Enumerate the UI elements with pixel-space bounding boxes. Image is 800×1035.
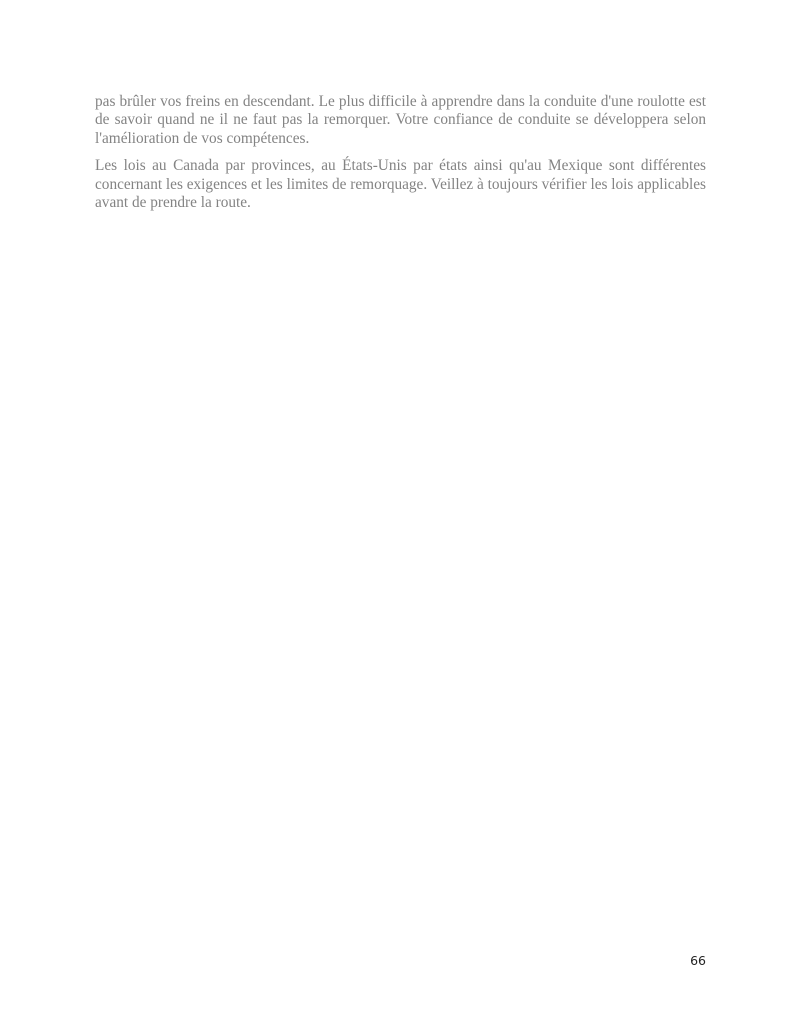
paragraph-2: Les lois au Canada par provinces, au États-Unis par états ainsi qu'au Mexique sont différentes concernant les exigences et les limites de remorquage. Veillez à toujours vérifier les lois applicables avant de prendre la route.	[95, 157, 706, 212]
body-text	[95, 93, 706, 221]
page-number: 66	[690, 953, 706, 968]
paragraph-1: pas brûler vos freins en descendant. Le plus difficile à apprendre dans la conduite d'une roulotte est de savoir quand ne il ne faut pas la remorquer. Votre confiance de conduite se développera selon l'amélioration de vos compétences.	[95, 93, 706, 147]
